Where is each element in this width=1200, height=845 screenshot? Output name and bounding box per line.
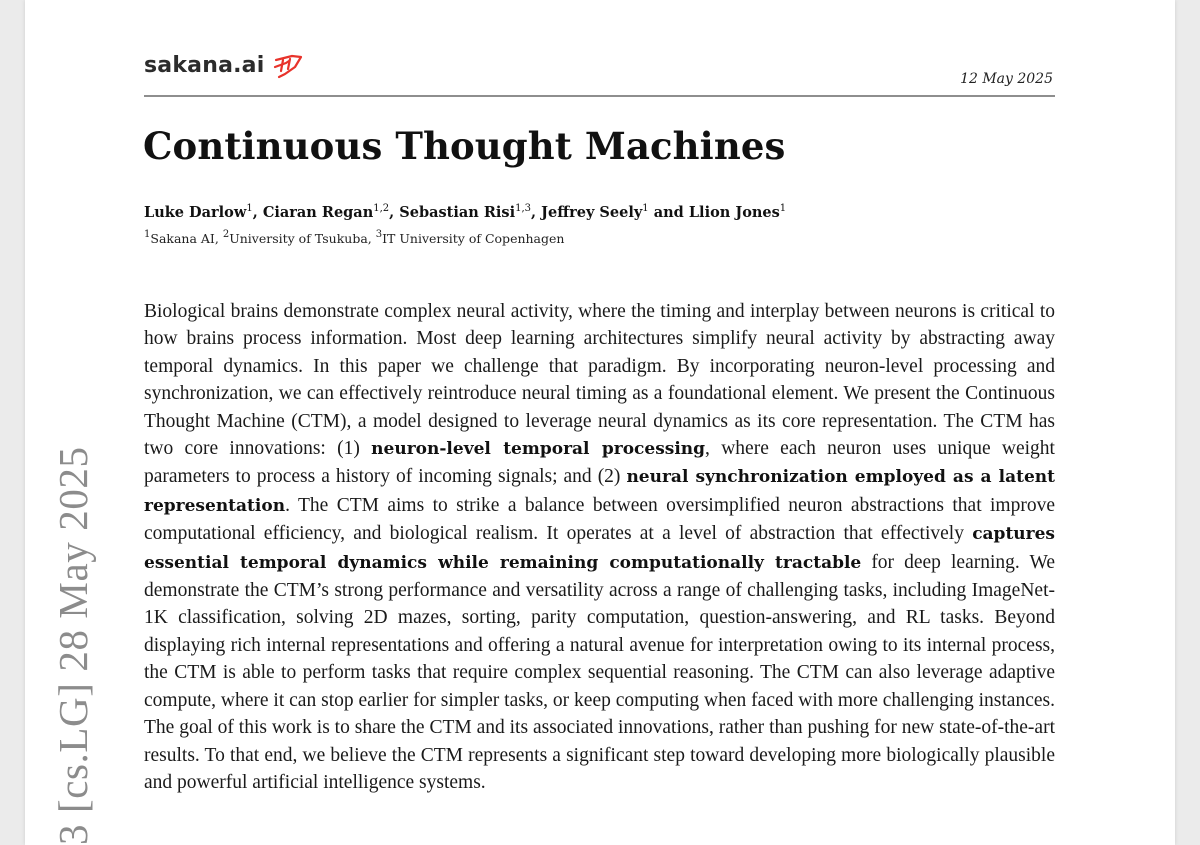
affiliation-separator: , bbox=[367, 231, 376, 246]
abstract-emphasis: captures essential temporal dynamics while remaining computationally tractable bbox=[144, 524, 1055, 573]
fish-logo-icon bbox=[272, 50, 304, 80]
paper-title: Continuous Thought Machines bbox=[143, 124, 786, 168]
paper-page bbox=[25, 0, 1175, 845]
affiliation-name: IT University of Copenhagen bbox=[382, 231, 565, 246]
author-name: Sebastian Risi bbox=[399, 204, 516, 221]
arxiv-side-stamp: 3 [cs.LG] 28 May 2025 bbox=[50, 446, 96, 845]
abstract-text: for deep learning. We demonstrate the CTM’s strong performance and versatility across a range of challenging tasks, including ImageNet-1K classification, solving 2D mazes, sorting, parity computation, question-answering, and RL tasks. Beyond displaying rich internal representations and offering a natural avenue for interpretation owing to its internal process, the CTM is able to perform tasks that require complex sequential reasoning. The CTM can also leverage adaptive compute, where it can stop earlier for simpler tasks, or keep computing when faced with more challenging instances. The goal of this work is to share the CTM and its associated innovations, rather than pushing for new state-of-the-art results. To that end, we believe the CTM represents a significant step toward developing more biologically plausible and powerful artificial intelligence systems. bbox=[144, 551, 1055, 793]
author-separator: , bbox=[252, 204, 263, 221]
affiliation-mark: 2 bbox=[222, 229, 230, 240]
author-separator: , bbox=[531, 204, 542, 221]
abstract-text: . The CTM aims to strike a balance between oversimplified neuron abstractions that improve computational efficiency, and biological realism. It operates at a level of abstraction that effectively bbox=[144, 494, 1055, 545]
affiliation-mark: 1 bbox=[144, 229, 151, 240]
author-list bbox=[144, 204, 786, 221]
affiliation-list bbox=[144, 231, 564, 246]
author-affiliation-mark: 1,2 bbox=[373, 203, 390, 214]
author-separator: and bbox=[648, 204, 689, 221]
affiliation-separator: , bbox=[214, 231, 223, 246]
author-separator: , bbox=[389, 204, 400, 221]
author-affiliation-mark: 1 bbox=[779, 203, 787, 214]
brand-logo bbox=[144, 48, 304, 82]
abstract-text: , where each neuron uses unique weight parameters to process a history of incoming signals; and (2) bbox=[144, 438, 1055, 488]
brand-name: sakana.ai bbox=[144, 52, 265, 78]
author-name: Llion Jones bbox=[688, 204, 780, 221]
author-name: Luke Darlow bbox=[144, 204, 247, 221]
author-name: Jeffrey Seely bbox=[541, 204, 643, 221]
affiliation-mark: 3 bbox=[375, 229, 383, 240]
abstract-emphasis: neuron-level temporal processing bbox=[371, 439, 706, 460]
abstract-text: Biological brains demonstrate complex neural activity, where the timing and interplay between neurons is critical to how brains process information. Most deep learning architectures simplify neural activity by abstracting away temporal dynamics. In this paper we challenge that paradigm. By incorporating neuron-level processing and synchronization, we can effectively reintroduce neural timing as a foundational element. We present the Continuous Thought Machine (CTM), a model designed to leverage neural dynamics as its core representation. The CTM has two core innovations: (1) bbox=[144, 301, 1055, 460]
abstract-emphasis: neural synchronization employed as a latent representation bbox=[144, 467, 1055, 516]
header-divider bbox=[144, 95, 1055, 97]
publication-date: 12 May 2025 bbox=[960, 71, 1053, 87]
affiliation-name: University of Tsukuba bbox=[229, 231, 368, 246]
abstract-paragraph bbox=[144, 298, 1055, 796]
affiliation-name: Sakana AI bbox=[150, 231, 215, 246]
author-name: Ciaran Regan bbox=[262, 204, 374, 221]
author-affiliation-mark: 1,3 bbox=[515, 203, 531, 214]
author-affiliation-mark: 1 bbox=[246, 203, 253, 214]
author-affiliation-mark: 1 bbox=[642, 203, 649, 214]
